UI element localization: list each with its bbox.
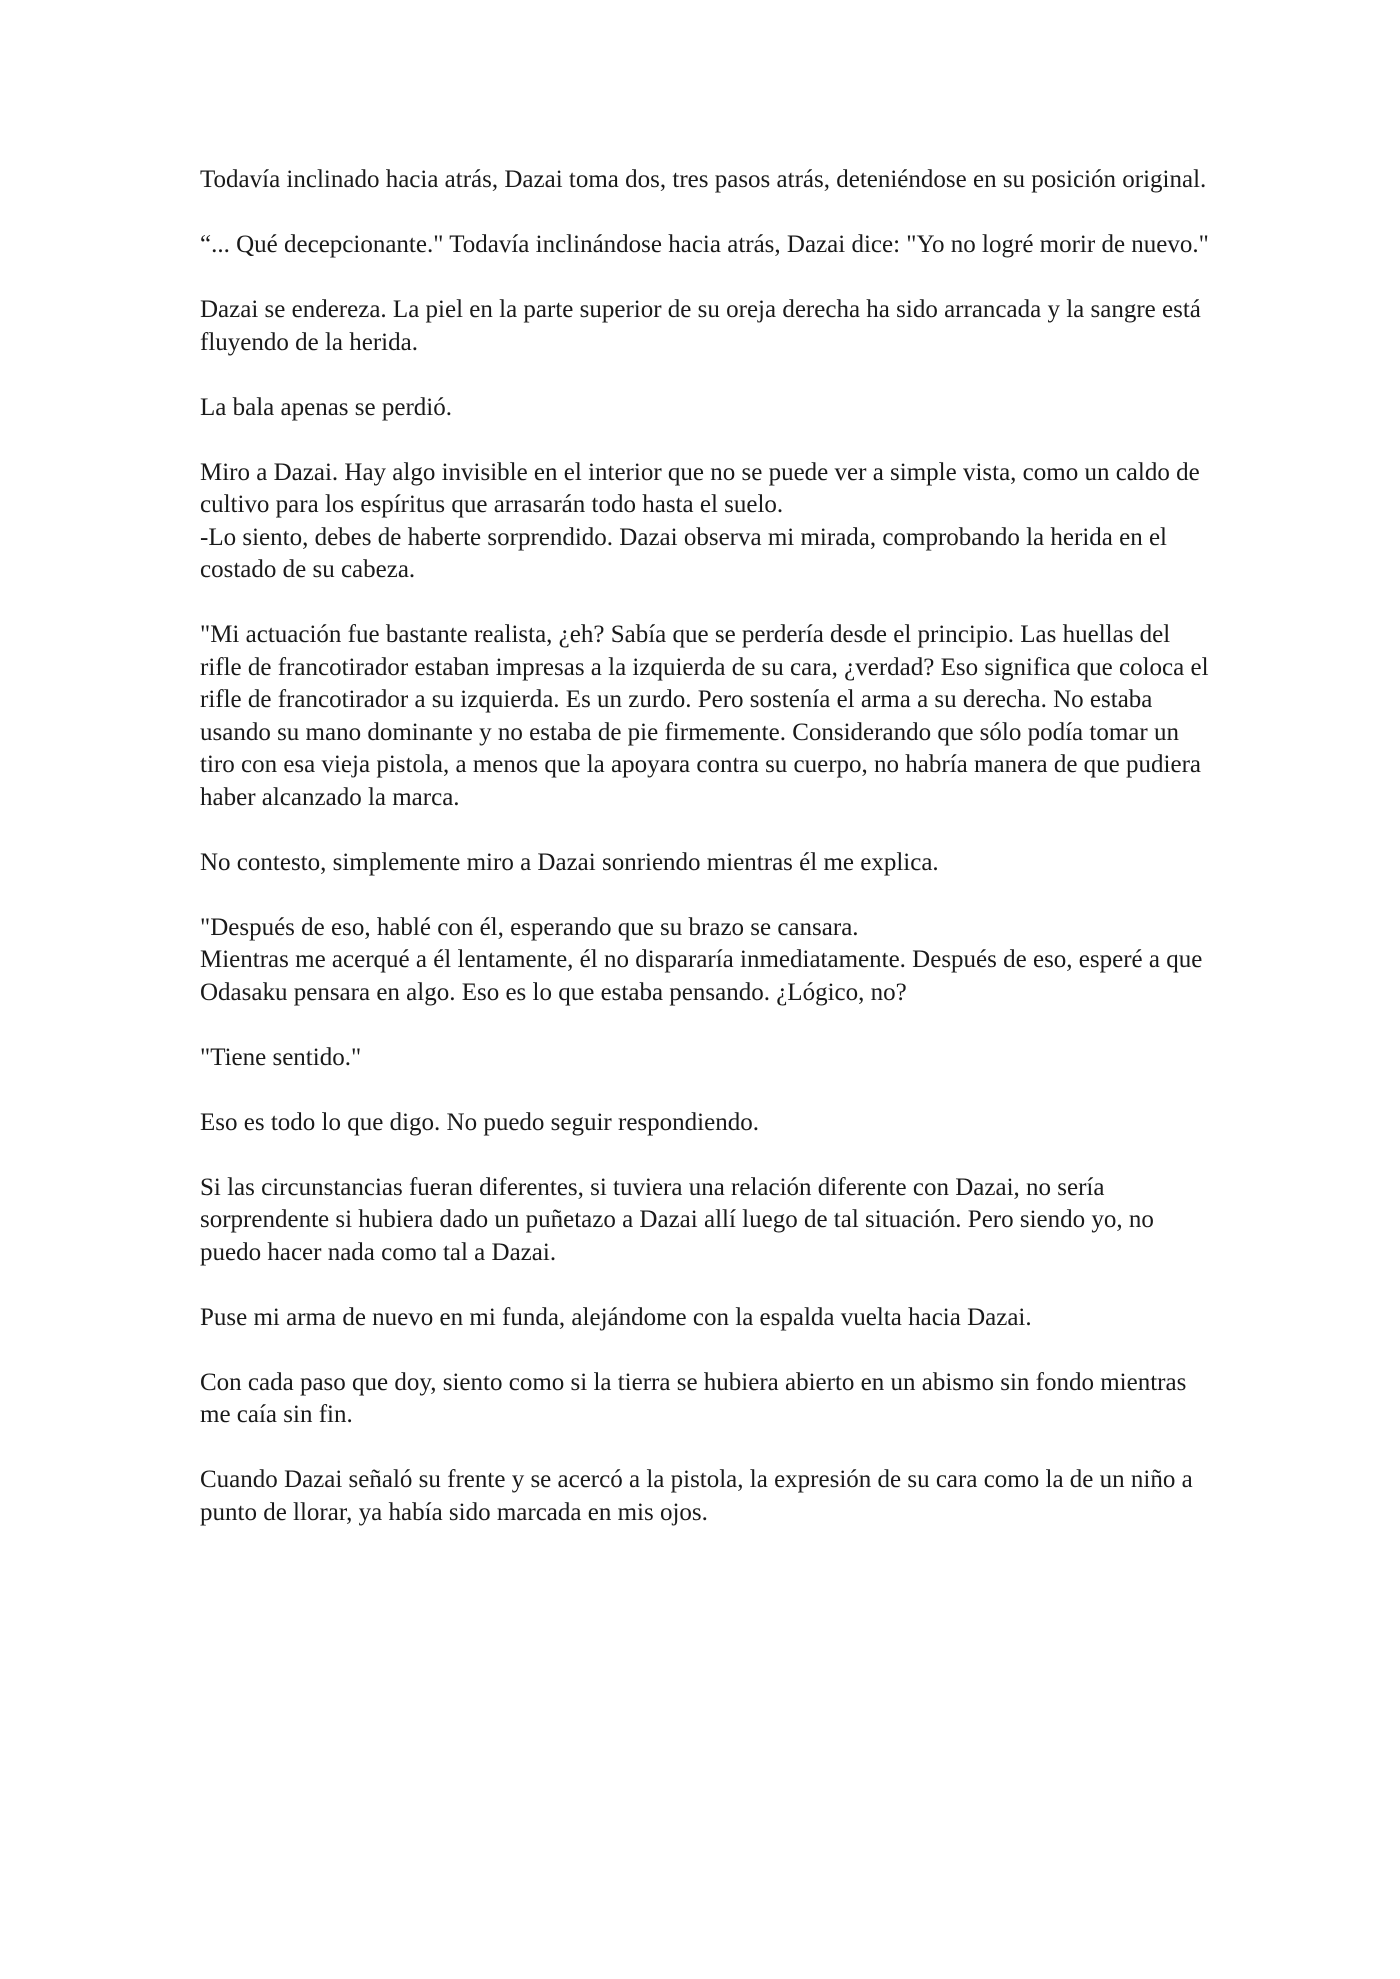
paragraph-9: "Después de eso, hablé con él, esperando que su brazo se cansara. bbox=[200, 913, 859, 941]
paragraph-8: No contesto, simplemente miro a Dazai sonriendo mientras él me explica. bbox=[200, 848, 939, 876]
paragraph-16: Cuando Dazai señaló su frente y se acercó a la pistola, la expresión de su cara como la de un niño a punto de llorar, ya había sido marcada en mis ojos. bbox=[200, 1466, 1193, 1526]
paragraph-5: Miro a Dazai. Hay algo invisible en el interior que no se puede ver a simple vista, como un caldo de cultivo para los espíritus que arrasarán todo hasta el suelo. bbox=[200, 458, 1200, 518]
paragraph-2: “... Qué decepcionante." Todavía inclinándose hacia atrás, Dazai dice: "Yo no logré morir de nuevo." bbox=[200, 231, 1209, 258]
paragraph-7: "Mi actuación fue bastante realista, ¿eh? Sabía que se perdería desde el principio. Las huellas del rifle de francotirador estaban impresas a la izquierda de su cara, ¿verdad? Eso significa que coloca el rifle de francotirador a su izquierda. Es un zurdo. Pero sostenía el arma a su derecha. No estaba usando su mano dominante y no estaba de pie firmemente. Considerando que sólo podía tomar un tiro con esa vieja pistola, a menos que la apoyara contra su cuerpo, no habría manera de que pudiera haber alcanzado la marca. bbox=[200, 621, 1209, 811]
paragraph-13: Si las circunstancias fueran diferentes, si tuviera una relación diferente con Dazai, no sería sorprendente si hubiera dado un puñetazo a Dazai allí luego de tal situación. Pero siendo yo, no puedo hacer nada como tal a Dazai. bbox=[200, 1173, 1154, 1266]
document-body bbox=[200, 164, 1210, 1562]
paragraph-10: Mientras me acerqué a él lentamente, él no dispararía inmediatamente. Después de eso, esperé a que Odasaku pensara en algo. Eso es lo que estaba pensando. ¿Lógico, no? bbox=[200, 946, 1203, 1006]
paragraph-6: -Lo siento, debes de haberte sorprendido. Dazai observa mi mirada, comprobando la herida en el costado de su cabeza. bbox=[200, 523, 1168, 583]
paragraph-4: La bala apenas se perdió. bbox=[200, 393, 452, 421]
paragraph-14: Puse mi arma de nuevo en mi funda, alejándome con la espalda vuelta hacia Dazai. bbox=[200, 1303, 1032, 1331]
paragraph-15: Con cada paso que doy, siento como si la tierra se hubiera abierto en un abismo sin fondo mientras me caía sin fin. bbox=[200, 1368, 1187, 1428]
paragraph-3: Dazai se endereza. La piel en la parte superior de su oreja derecha ha sido arrancada y la sangre está fluyendo de la herida. bbox=[200, 296, 1201, 356]
paragraph-11: "Tiene sentido." bbox=[200, 1043, 362, 1071]
paragraph-12: Eso es todo lo que digo. No puedo seguir respondiendo. bbox=[200, 1108, 759, 1136]
paragraph-1: Todavía inclinado hacia atrás, Dazai toma dos, tres pasos atrás, deteniéndose en su posición original. bbox=[200, 166, 1207, 193]
